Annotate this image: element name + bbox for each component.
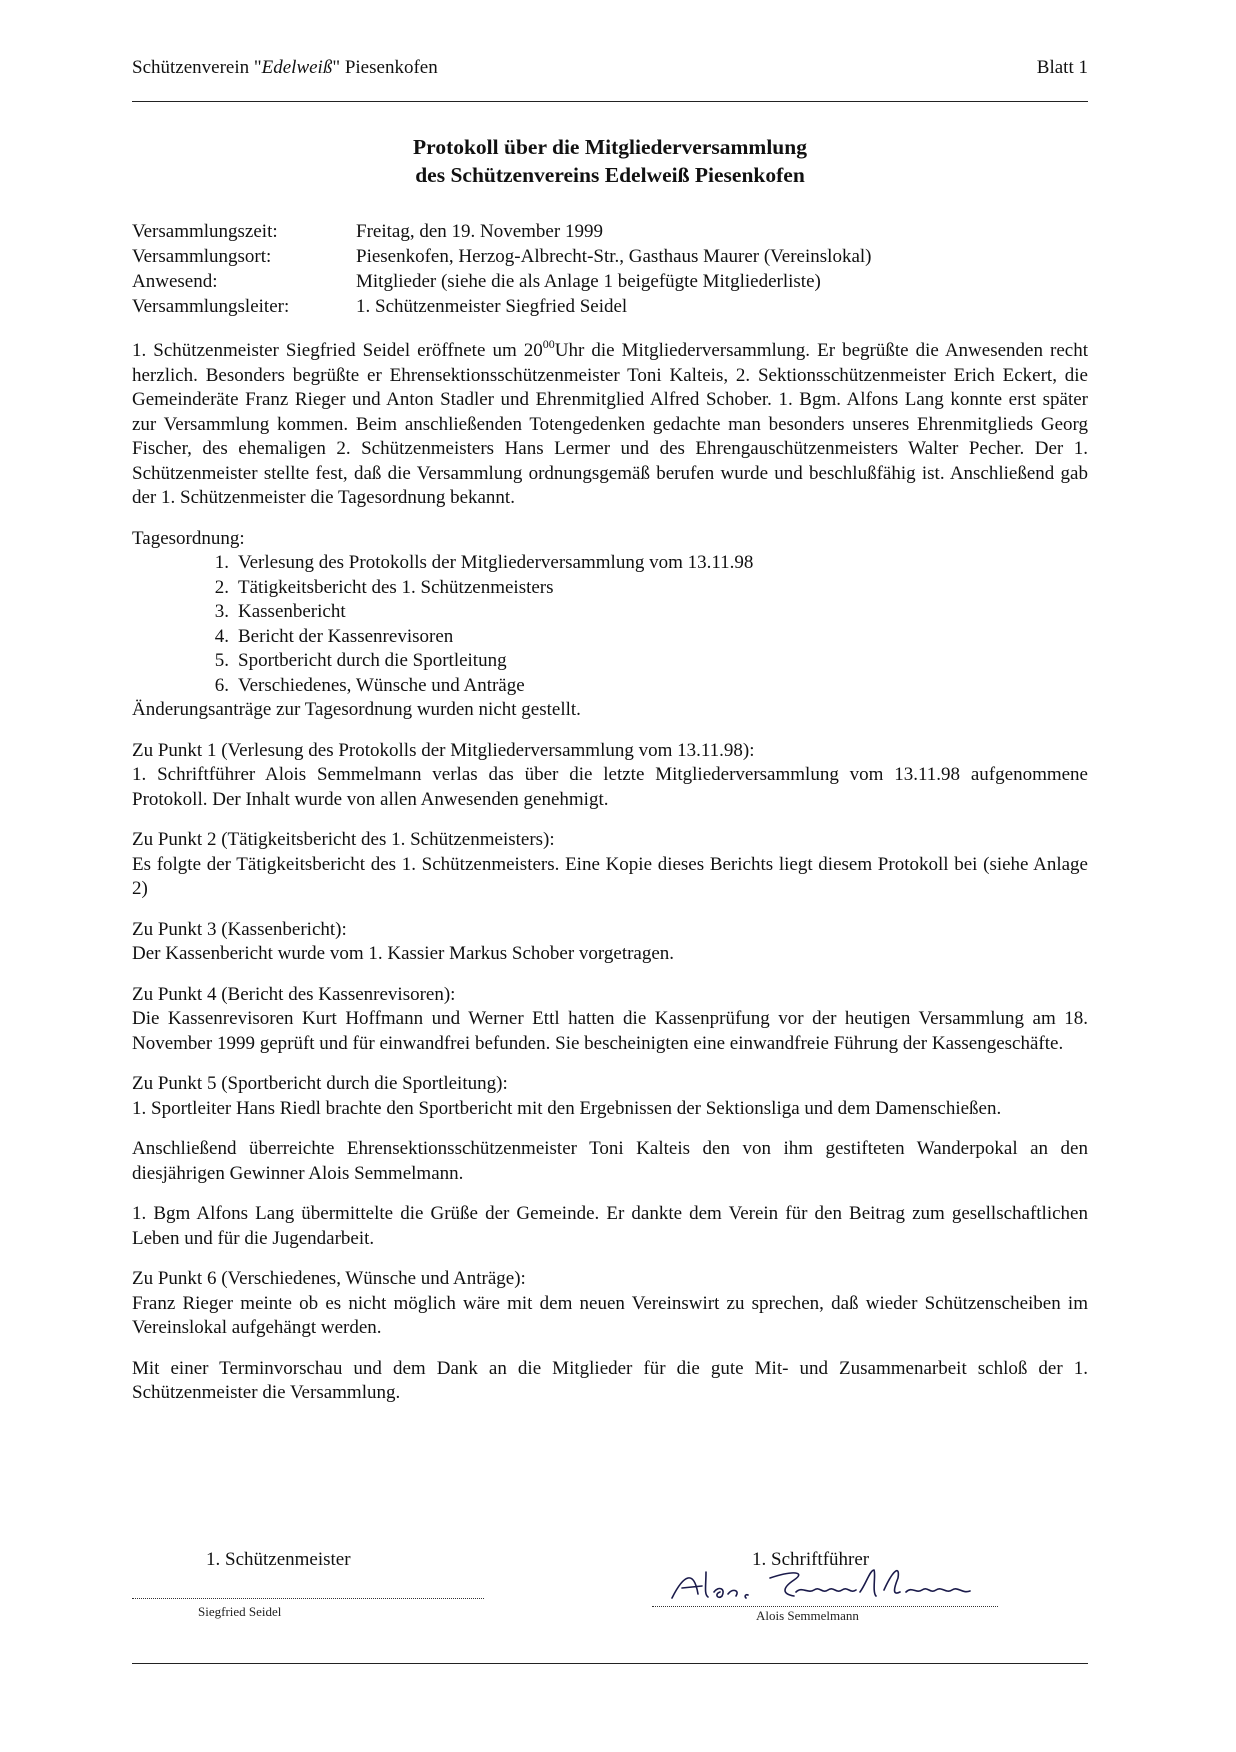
handwritten-signature [662, 1564, 1012, 1610]
header-rule [132, 101, 1088, 102]
section-text: 1. Sportleiter Hans Riedl brachte den Sportbericht mit den Ergebnissen der Sektionsliga und dem Damenschießen. [132, 1097, 1002, 1119]
section-point-5 [132, 1072, 1088, 1121]
page-header [132, 56, 1088, 80]
title-line-2: des Schützenvereins Edelweiß Piesenkofen [415, 163, 805, 187]
start-time-hour: 20 [523, 340, 543, 361]
section-point-6 [132, 1267, 1088, 1341]
paragraph-wanderpokal: Anschließend überreichte Ehrensektionsschützenmeister Toni Kalteis den von ihm gestifteten Wanderpokal an den diesjährigen Gewinner Alois Semmelmann. [132, 1138, 1088, 1184]
meta-label: Versammlungsort: [132, 246, 272, 267]
meta-label: Versammlungsleiter: [132, 296, 290, 317]
section-point-1 [132, 739, 1088, 813]
agenda-item: 2. Tätigkeitsbericht des 1. Schützenmeisters [214, 576, 554, 598]
section-text: Der Kassenbericht wurde vom 1. Kassier Markus Schober vorgetragen. [132, 943, 675, 964]
section-point-4 [132, 983, 1088, 1057]
section-heading: Zu Punkt 3 (Kassenbericht): [132, 918, 347, 940]
agenda-heading: Tagesordnung: [132, 527, 245, 549]
agenda-item: 5. Sportbericht durch die Sportleitung [214, 650, 507, 671]
section-text: Die Kassenrevisoren Kurt Hoffmann und Werner Ettl hatten die Kassenprüfung vor der heutigen Versammlung am 18. November 1999 geprüft und für einwandfrei befunden. Sie bescheinigten eine einwandfreie Führung der Kassengeschäfte. [132, 1008, 1088, 1054]
sheet-number: Blatt 1 [1036, 57, 1088, 78]
section-heading: Zu Punkt 4 (Bericht des Kassenrevisoren): [132, 983, 456, 1005]
section-point-3 [132, 918, 1088, 967]
agenda-item: 3. Kassenbericht [214, 601, 346, 622]
agenda-item: 1. Verlesung des Protokolls der Mitgliederversammlung vom 13.11.98 [214, 552, 754, 573]
meeting-details [132, 220, 1088, 320]
agenda-item: 4. Bericht der Kassenrevisoren [214, 625, 454, 647]
meta-value: 1. Schützenmeister Siegfried Seidel [356, 296, 628, 317]
meta-row-attendance [132, 270, 1088, 295]
meta-label: Versammlungszeit: [132, 221, 278, 242]
footer-rule [132, 1663, 1088, 1664]
paragraph-buergermeister: 1. Bgm Alfons Lang übermittelte die Grüße der Gemeinde. Er dankte dem Verein für den Beitrag zum gesellschaftlichen Leben und für die Jugendarbeit. [132, 1203, 1088, 1249]
start-time-minutes: 00 [542, 336, 555, 351]
section-heading: Zu Punkt 6 (Verschiedenes, Wünsche und Anträge): [132, 1268, 526, 1289]
minutes-body [132, 336, 1088, 1406]
section-point-2 [132, 828, 1088, 902]
meta-row-place [132, 245, 1088, 270]
meta-value: Piesenkofen, Herzog-Albrecht-Str., Gasthaus Maurer (Vereinslokal) [356, 246, 872, 267]
signature-name-left: Siegfried Seidel [198, 1604, 282, 1619]
agenda-item: 6. Verschiedenes, Wünsche und Anträge [214, 674, 525, 696]
meta-label: Anwesend: [132, 271, 218, 292]
intro-paragraph: 1. Schützenmeister Siegfried Seidel eröffnete um $20^{00}Uhr$ die Mitgliederversammlung. Er begrüßte die Anwesenden recht herzlich. Besonders begrüßte er Ehrensektionsschützenmeister Toni Kalteis, 2. Sektionsschützenmeister Erich Eckert, die Gemeinderäte Franz Rieger und Anton Stadler und Ehrenmitglied Alfred Schober. 1. Bgm. Alfons Lang konnte erst später zur Versammlung kommen. Beim anschließenden Totengedenken gedachte man besonders unseres Ehrenmitglieds Georg Fischer, des ehemaligen 2. Schützenmeisters Hans Lermer und des Ehrengauschützenmeisters Walter Pecher. Der 1. Schützenmeister stellte fest, daß die Versammlung ordnungsgemäß berufen wurde und beschlußfähig ist. Anschließend gab der 1. Schützenmeister die Tagesordnung bekannt. [132, 336, 1088, 508]
agenda-note: Änderungsanträge zur Tagesordnung wurden nicht gestellt. [132, 699, 581, 720]
section-heading: Zu Punkt 5 (Sportbericht durch die Sportleitung): [132, 1073, 508, 1094]
section-heading: Zu Punkt 1 (Verlesung des Protokolls der Mitgliederversammlung vom 13.11.98): [132, 739, 755, 761]
section-heading: Zu Punkt 2 (Tätigkeitsbericht des 1. Schützenmeisters): [132, 829, 555, 850]
meta-value: Mitglieder (siehe die als Anlage 1 beigefügte Mitgliederliste) [356, 271, 821, 292]
section-text: 1. Schriftführer Alois Semmelmann verlas das über die letzte Mitgliederversammlung vom 13.11.98 aufgenommene Protokoll. Der Inhalt wurde von allen Anwesenden genehmigt. [132, 764, 1088, 810]
closing-paragraph: Mit einer Terminvorschau und dem Dank an die Mitglieder für die gute Mit- und Zusammenarbeit schloß der 1. Schützenmeister die Versammlung. [132, 1357, 1088, 1403]
signature-name-right: Alois Semmelmann [756, 1608, 859, 1623]
signature-role-right: 1. Schriftführer [752, 1549, 870, 1570]
title-line-1: Protokoll über die Mitgliederversammlung [413, 135, 807, 159]
document-title [132, 133, 1088, 189]
signature-block [132, 1548, 1088, 1638]
club-name: Schützenverein "Edelweiß" Piesenkofen [132, 57, 438, 78]
section-text: Es folgte der Tätigkeitsbericht des 1. Schützenmeisters. Eine Kopie dieses Berichts liegt diesem Protokoll bei (siehe Anlage 2) [132, 853, 1088, 899]
agenda-list [132, 551, 1088, 698]
meta-row-chair [132, 295, 1088, 320]
document-page [132, 0, 1088, 1752]
section-text: Franz Rieger meinte ob es nicht möglich wäre mit dem neuen Vereinswirt zu sprechen, daß wieder Schützenscheiben im Vereinslokal aufgehängt werden. [132, 1292, 1088, 1338]
agenda-block [132, 527, 1088, 723]
signature-line-left [132, 1598, 484, 1599]
meta-value: Freitag, den 19. November 1999 [356, 221, 603, 242]
signature-role-left: 1. Schützenmeister [206, 1549, 351, 1570]
signature-line-right [652, 1606, 998, 1607]
club-name-italic: Edelweiß [261, 57, 333, 78]
meta-row-time [132, 220, 1088, 245]
